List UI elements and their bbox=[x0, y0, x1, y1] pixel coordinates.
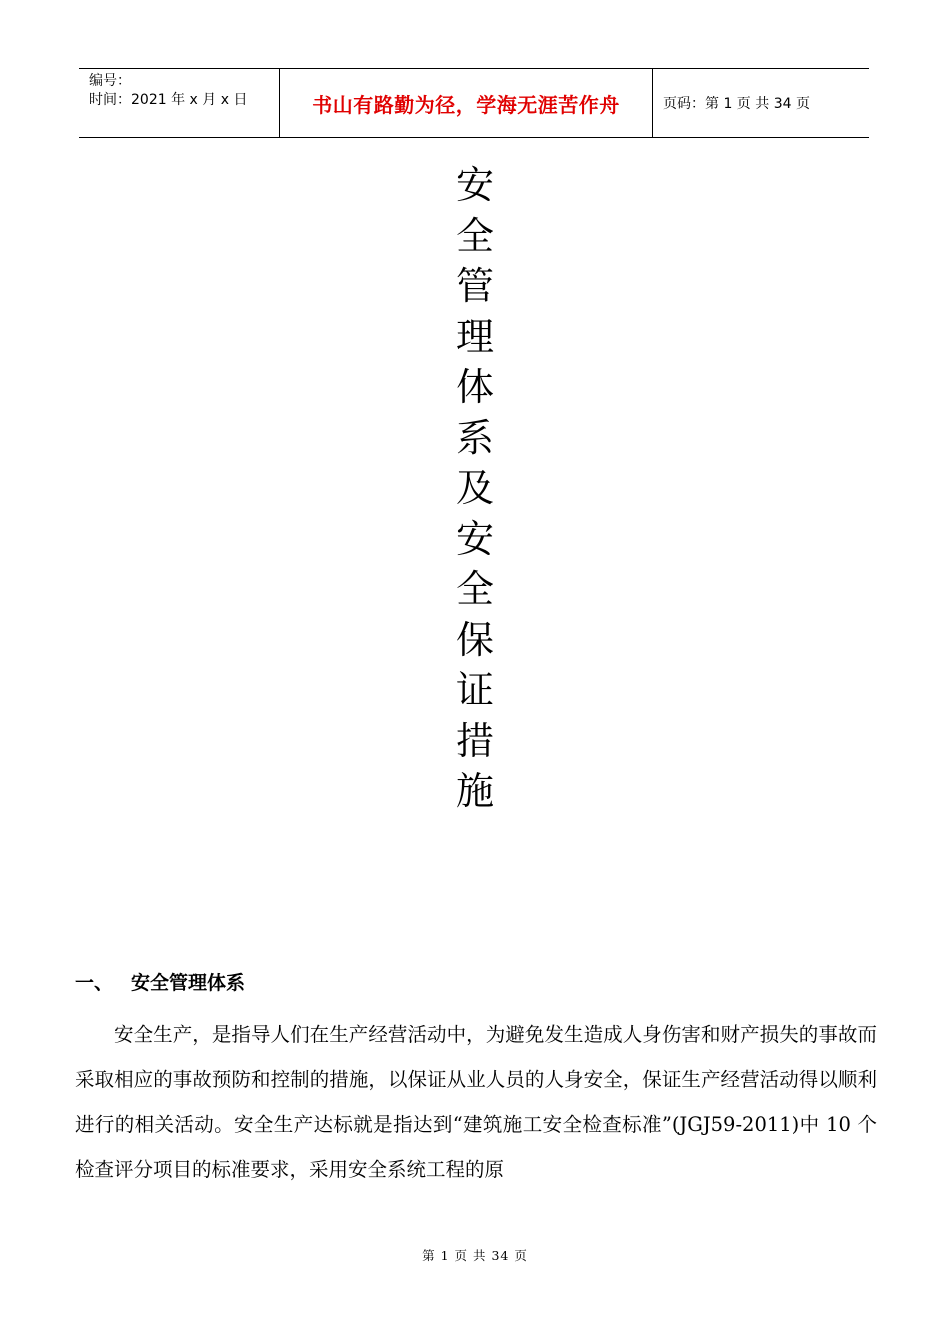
title-char: 全 bbox=[455, 213, 494, 258]
section-number: 一、 bbox=[75, 972, 114, 994]
page-footer: 第 1 页 共 34 页 bbox=[422, 1248, 528, 1263]
title-char: 管 bbox=[455, 264, 494, 308]
document-date-label: 时间：2021 年 x 月 x 日 bbox=[89, 92, 248, 108]
title-char: 证 bbox=[455, 668, 494, 712]
body-paragraph: 安全生产，是指导人们在生产经营活动中，为避免发生造成人身伤害和财产损失的事故而采取相应的事故预防和控制的措施，以保证从业人员的人身安全，保证生产经营活动得以顺利进行的相关活动。安全生产达标就是指达到“建筑施工安全检查标准”(JGJ59-2011)中 10 个检查评分项目的标准要求，采用安全系统工程的原 bbox=[75, 1023, 877, 1181]
page-header bbox=[79, 68, 869, 138]
header-motto: 书山有路勤为径，学海无涯苦作舟 bbox=[280, 69, 653, 137]
title-char: 系 bbox=[455, 415, 494, 460]
section-title: 安全管理体系 bbox=[131, 972, 246, 994]
title-char: 全 bbox=[455, 567, 494, 611]
title-char: 保 bbox=[455, 617, 494, 662]
title-char: 安 bbox=[455, 516, 494, 561]
title-char: 措 bbox=[455, 718, 494, 763]
title-char: 安 bbox=[455, 163, 494, 207]
title-char: 及 bbox=[455, 466, 494, 510]
title-char: 体 bbox=[455, 365, 494, 409]
section-heading bbox=[75, 968, 245, 995]
header-meta-cell bbox=[79, 69, 280, 137]
document-title bbox=[450, 160, 500, 817]
title-char: 施 bbox=[455, 769, 494, 813]
header-page-info: 页码：第 1 页 共 34 页 bbox=[663, 96, 810, 112]
document-number-label: 编号： bbox=[89, 73, 131, 89]
title-char: 理 bbox=[455, 314, 494, 359]
